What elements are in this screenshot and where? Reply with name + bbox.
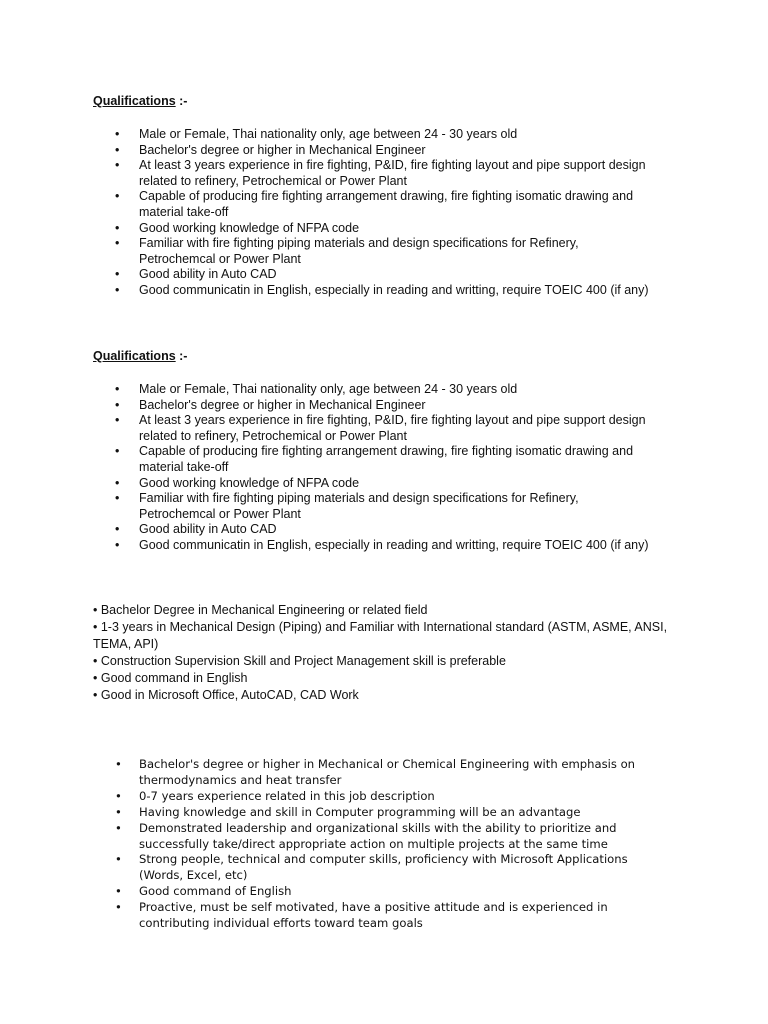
text-line: • Good command in English [93,671,248,685]
list-item: • Good working knowledge of NFPA code [115,221,655,237]
list-item: • Capable of producing fire fighting arrangement drawing, fire fighting isomatic drawing and material take-off [115,444,655,475]
list-item: • Good communicatin in English, especially in reading and writting, require TOEIC 400 (if any) [115,538,655,554]
text-line: • Construction Supervision Skill and Project Management skill is preferable [93,654,506,668]
section1-list [115,127,655,299]
section1-heading [93,94,187,108]
list-item: • At least 3 years experience in fire fighting, P&ID, fire fighting layout and pipe support design related to refinery, Petrochemical or Power Plant [115,413,655,444]
list-item: • Having knowledge and skill in Computer programming will be an advantage [115,805,675,821]
list-item: • Male or Female, Thai nationality only, age between 24 - 30 years old [115,127,655,143]
list-item: • 0-7 years experience related in this job description [115,789,675,805]
list-item: • Demonstrated leadership and organizational skills with the ability to prioritize and successfully take/direct appropriate action on multiple projects at the same time [115,821,675,853]
list-item: • Bachelor's degree or higher in Mechanical or Chemical Engineering with emphasis on thermodynamics and heat transfer [115,757,675,789]
section2-list [115,382,655,554]
list-item: • Good ability in Auto CAD [115,522,655,538]
section1-heading-suffix: :- [175,94,188,108]
list-item: • Capable of producing fire fighting arrangement drawing, fire fighting isomatic drawing and material take-off [115,189,655,220]
section1-heading-text: Qualifications [93,94,176,108]
section3-block [93,602,683,704]
text-line: • 1-3 years in Mechanical Design (Piping) and Familiar with International standard (ASTM, ASME, ANSI, TEMA, API) [93,620,668,651]
section2-heading [93,349,187,363]
list-item: • Proactive, must be self motivated, have a positive attitude and is experienced in contributing individual efforts toward team goals [115,900,675,932]
list-item: • Familiar with fire fighting piping materials and design specifications for Refinery, Petrochemcal or Power Plant [115,236,655,267]
list-item: • Strong people, technical and computer skills, proficiency with Microsoft Applications (Words, Excel, etc) [115,852,675,884]
section4-list [115,757,675,932]
list-item: • At least 3 years experience in fire fighting, P&ID, fire fighting layout and pipe support design related to refinery, Petrochemical or Power Plant [115,158,655,189]
list-item: • Good command of English [115,884,675,900]
list-item: • Bachelor's degree or higher in Mechanical Engineer [115,143,655,159]
list-item: • Male or Female, Thai nationality only, age between 24 - 30 years old [115,382,655,398]
list-item: • Good ability in Auto CAD [115,267,655,283]
text-line: • Good in Microsoft Office, AutoCAD, CAD Work [93,688,359,702]
list-item: • Good communicatin in English, especially in reading and writting, require TOEIC 400 (if any) [115,283,655,299]
section2-heading-suffix: :- [175,349,188,363]
list-item: • Good working knowledge of NFPA code [115,476,655,492]
list-item: • Familiar with fire fighting piping materials and design specifications for Refinery, Petrochemcal or Power Plant [115,491,655,522]
section2-heading-text: Qualifications [93,349,176,363]
list-item: • Bachelor's degree or higher in Mechanical Engineer [115,398,655,414]
text-line: • Bachelor Degree in Mechanical Engineering or related field [93,603,428,617]
